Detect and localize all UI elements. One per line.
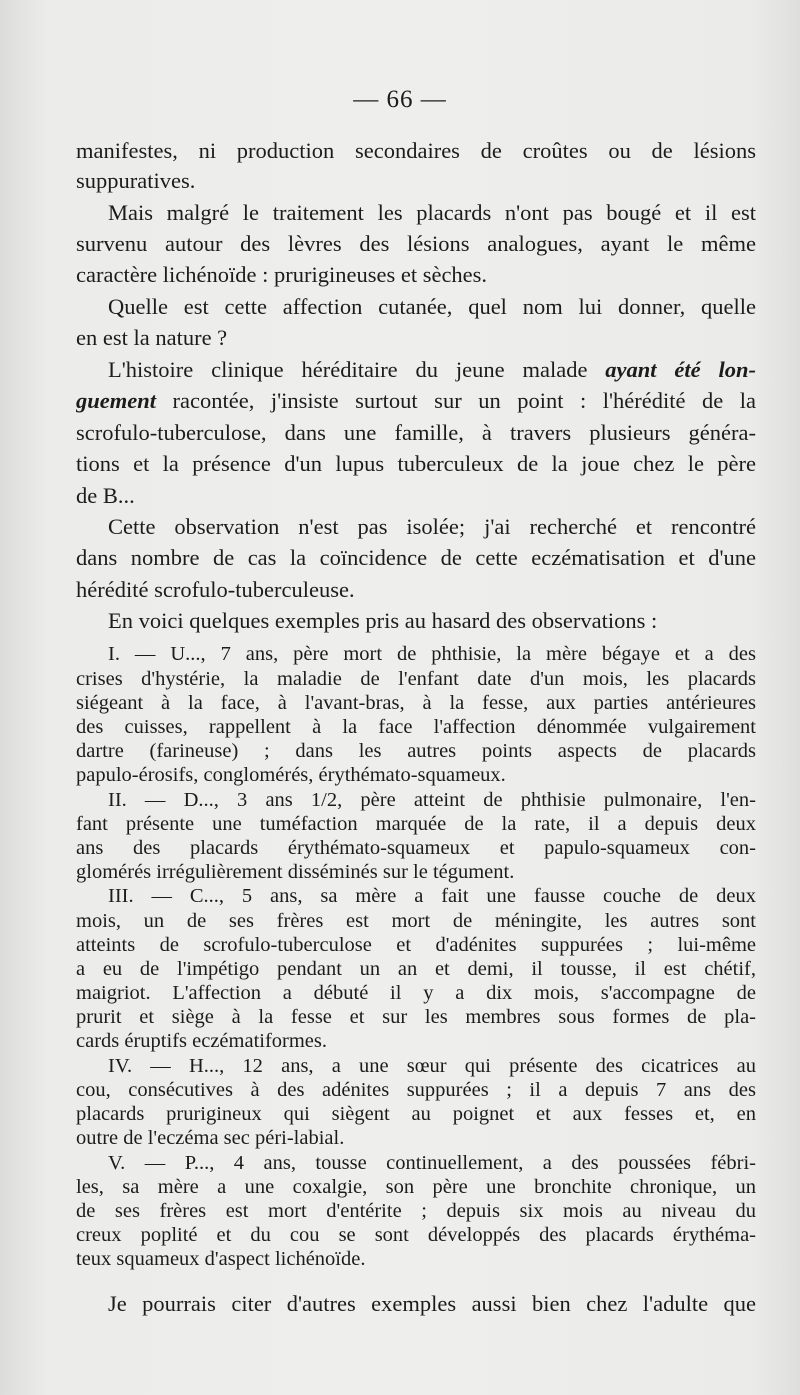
text-line	[76, 764, 756, 787]
text-line	[76, 982, 756, 1005]
text-line	[108, 357, 756, 383]
text-line	[108, 643, 756, 666]
text-line	[108, 1152, 756, 1175]
text-line	[76, 577, 756, 603]
text-run: papulo-érosifs, conglomérés, érythémato-squameux.	[76, 764, 506, 786]
text-run: suppuratives.	[76, 168, 196, 193]
page-number: — 66 —	[353, 86, 447, 113]
text-run: survenu autour des lèvres des lésions analogues, ayant le même	[76, 231, 756, 256]
text-run: fant présente une tuméfaction marquée de la rate, il a depuis deux	[76, 813, 756, 835]
text-run: maigriot. L'affection a débuté il y a dix mois, s'accompagne de	[76, 982, 756, 1004]
text-run: atteints de scrofulo-tuberculose et d'adénites suppurées ; lui-même	[76, 934, 756, 956]
text-run: siégeant à la face, à l'avant-bras, à la fesse, aux parties antérieures	[76, 692, 756, 714]
text-run: de ses frères est mort d'entérite ; depuis six mois au niveau du	[76, 1200, 756, 1222]
text-run: ans des placards érythémato-squameux et papulo-squameux con-	[76, 837, 756, 859]
text-run: outre de l'eczéma sec péri-labial.	[76, 1127, 345, 1149]
text-run: dans nombre de cas la coïncidence de cette eczématisation et d'une	[76, 545, 756, 570]
text-line	[76, 740, 756, 763]
text-line	[108, 885, 756, 908]
text-line	[76, 934, 756, 957]
text-line	[76, 958, 756, 981]
text-line	[76, 545, 756, 571]
text-line	[76, 692, 756, 715]
text-line	[76, 716, 756, 739]
text-run: cou, consécutives à des adénites suppurées ; il a depuis 7 ans des	[76, 1079, 756, 1101]
text-line	[76, 1200, 756, 1223]
text-line	[76, 483, 756, 509]
text-line	[76, 1030, 756, 1053]
text-line	[76, 168, 756, 194]
text-run: Mais malgré le traitement les placards n'ont pas bougé et il est	[108, 200, 756, 225]
text-line	[76, 1079, 756, 1102]
italic-text-run: guement	[76, 388, 157, 413]
text-line	[76, 813, 756, 836]
text-run: I. — U..., 7 ans, père mort de phthisie, la mère bégaye et a des	[108, 643, 756, 665]
text-line	[76, 1248, 756, 1271]
text-line	[108, 514, 756, 540]
text-line	[76, 910, 756, 933]
text-run: II. — D..., 3 ans 1/2, père atteint de phthisie pulmonaire, l'en-	[108, 789, 756, 811]
text-run: creux poplité et du cou se sont développés des placards érythéma-	[76, 1224, 756, 1246]
text-run: racontée, j'insiste surtout sur un point : l'hérédité de la	[156, 388, 756, 413]
text-run: IV. — H..., 12 ans, a une sœur qui présente des cicatrices au	[108, 1055, 756, 1077]
text-run: de B...	[76, 483, 135, 508]
text-run: hérédité scrofulo-tuberculeuse.	[76, 577, 355, 602]
text-line	[76, 231, 756, 257]
text-line	[76, 861, 756, 884]
text-run: En voici quelques exemples pris au hasard des observations :	[108, 608, 658, 633]
text-line	[76, 451, 756, 477]
text-run: des cuisses, rappellent à la face l'affection dénommée vulgairement	[76, 716, 756, 738]
text-run: placards prurigineux qui siègent au poignet et aux fesses et, en	[76, 1103, 756, 1125]
text-run: V. — P..., 4 ans, tousse continuellement, a des poussées fébri-	[108, 1152, 756, 1174]
text-run: en est la nature ?	[76, 325, 228, 350]
text-line	[76, 420, 756, 446]
text-run: cards éruptifs eczématiformes.	[76, 1030, 328, 1052]
text-line	[76, 325, 756, 351]
text-line	[76, 1176, 756, 1199]
text-run: glomérés irrégulièrement disséminés sur le tégument.	[76, 861, 515, 883]
text-line	[108, 608, 756, 634]
text-run: manifestes, ni production secondaires de croûtes ou de lésions	[76, 138, 756, 163]
text-run: caractère lichénoïde : prurigineuses et sèches.	[76, 262, 488, 287]
text-run: teux squameux d'aspect lichénoïde.	[76, 1248, 366, 1270]
text-run: a eu de l'impétigo pendant un an et demi, il tousse, il est chétif,	[76, 958, 756, 980]
text-run: Quelle est cette affection cutanée, quel nom lui donner, quelle	[108, 294, 756, 319]
text-line	[76, 1006, 756, 1029]
text-line	[76, 837, 756, 860]
text-run: dartre (farineuse) ; dans les autres points aspects de placards	[76, 740, 756, 762]
text-run: Je pourrais citer d'autres exemples aussi bien chez l'adulte que	[108, 1291, 756, 1316]
text-line	[108, 200, 756, 226]
text-run: III. — C..., 5 ans, sa mère a fait une fausse couche de deux	[108, 885, 756, 907]
text-line	[76, 668, 756, 691]
text-run: crises d'hystérie, la maladie de l'enfant date d'un mois, les placards	[76, 668, 756, 690]
text-run: L'histoire clinique héréditaire du jeune malade	[108, 357, 606, 382]
text-run: mois, un de ses frères est mort de méningite, les autres sont	[76, 910, 756, 932]
text-line	[108, 1291, 756, 1317]
text-line	[76, 1127, 756, 1150]
text-run: tions et la présence d'un lupus tuberculeux de la joue chez le père	[76, 451, 756, 476]
text-line	[108, 789, 756, 812]
text-line	[76, 262, 756, 288]
text-run: prurit et siège à la fesse et sur les membres sous formes de pla-	[76, 1006, 756, 1028]
text-run: les, sa mère a une coxalgie, son père une bronchite chronique, un	[76, 1176, 756, 1198]
italic-text-run: ayant été lon-	[605, 357, 756, 382]
text-run: Cette observation n'est pas isolée; j'ai recherché et rencontré	[108, 514, 756, 539]
text-line	[76, 388, 756, 414]
text-line	[76, 1224, 756, 1247]
text-line	[76, 138, 756, 164]
text-line	[76, 1103, 756, 1126]
text-run: scrofulo-tuberculose, dans une famille, à travers plusieurs généra-	[76, 420, 756, 445]
text-line	[108, 1055, 756, 1078]
text-line	[108, 294, 756, 320]
